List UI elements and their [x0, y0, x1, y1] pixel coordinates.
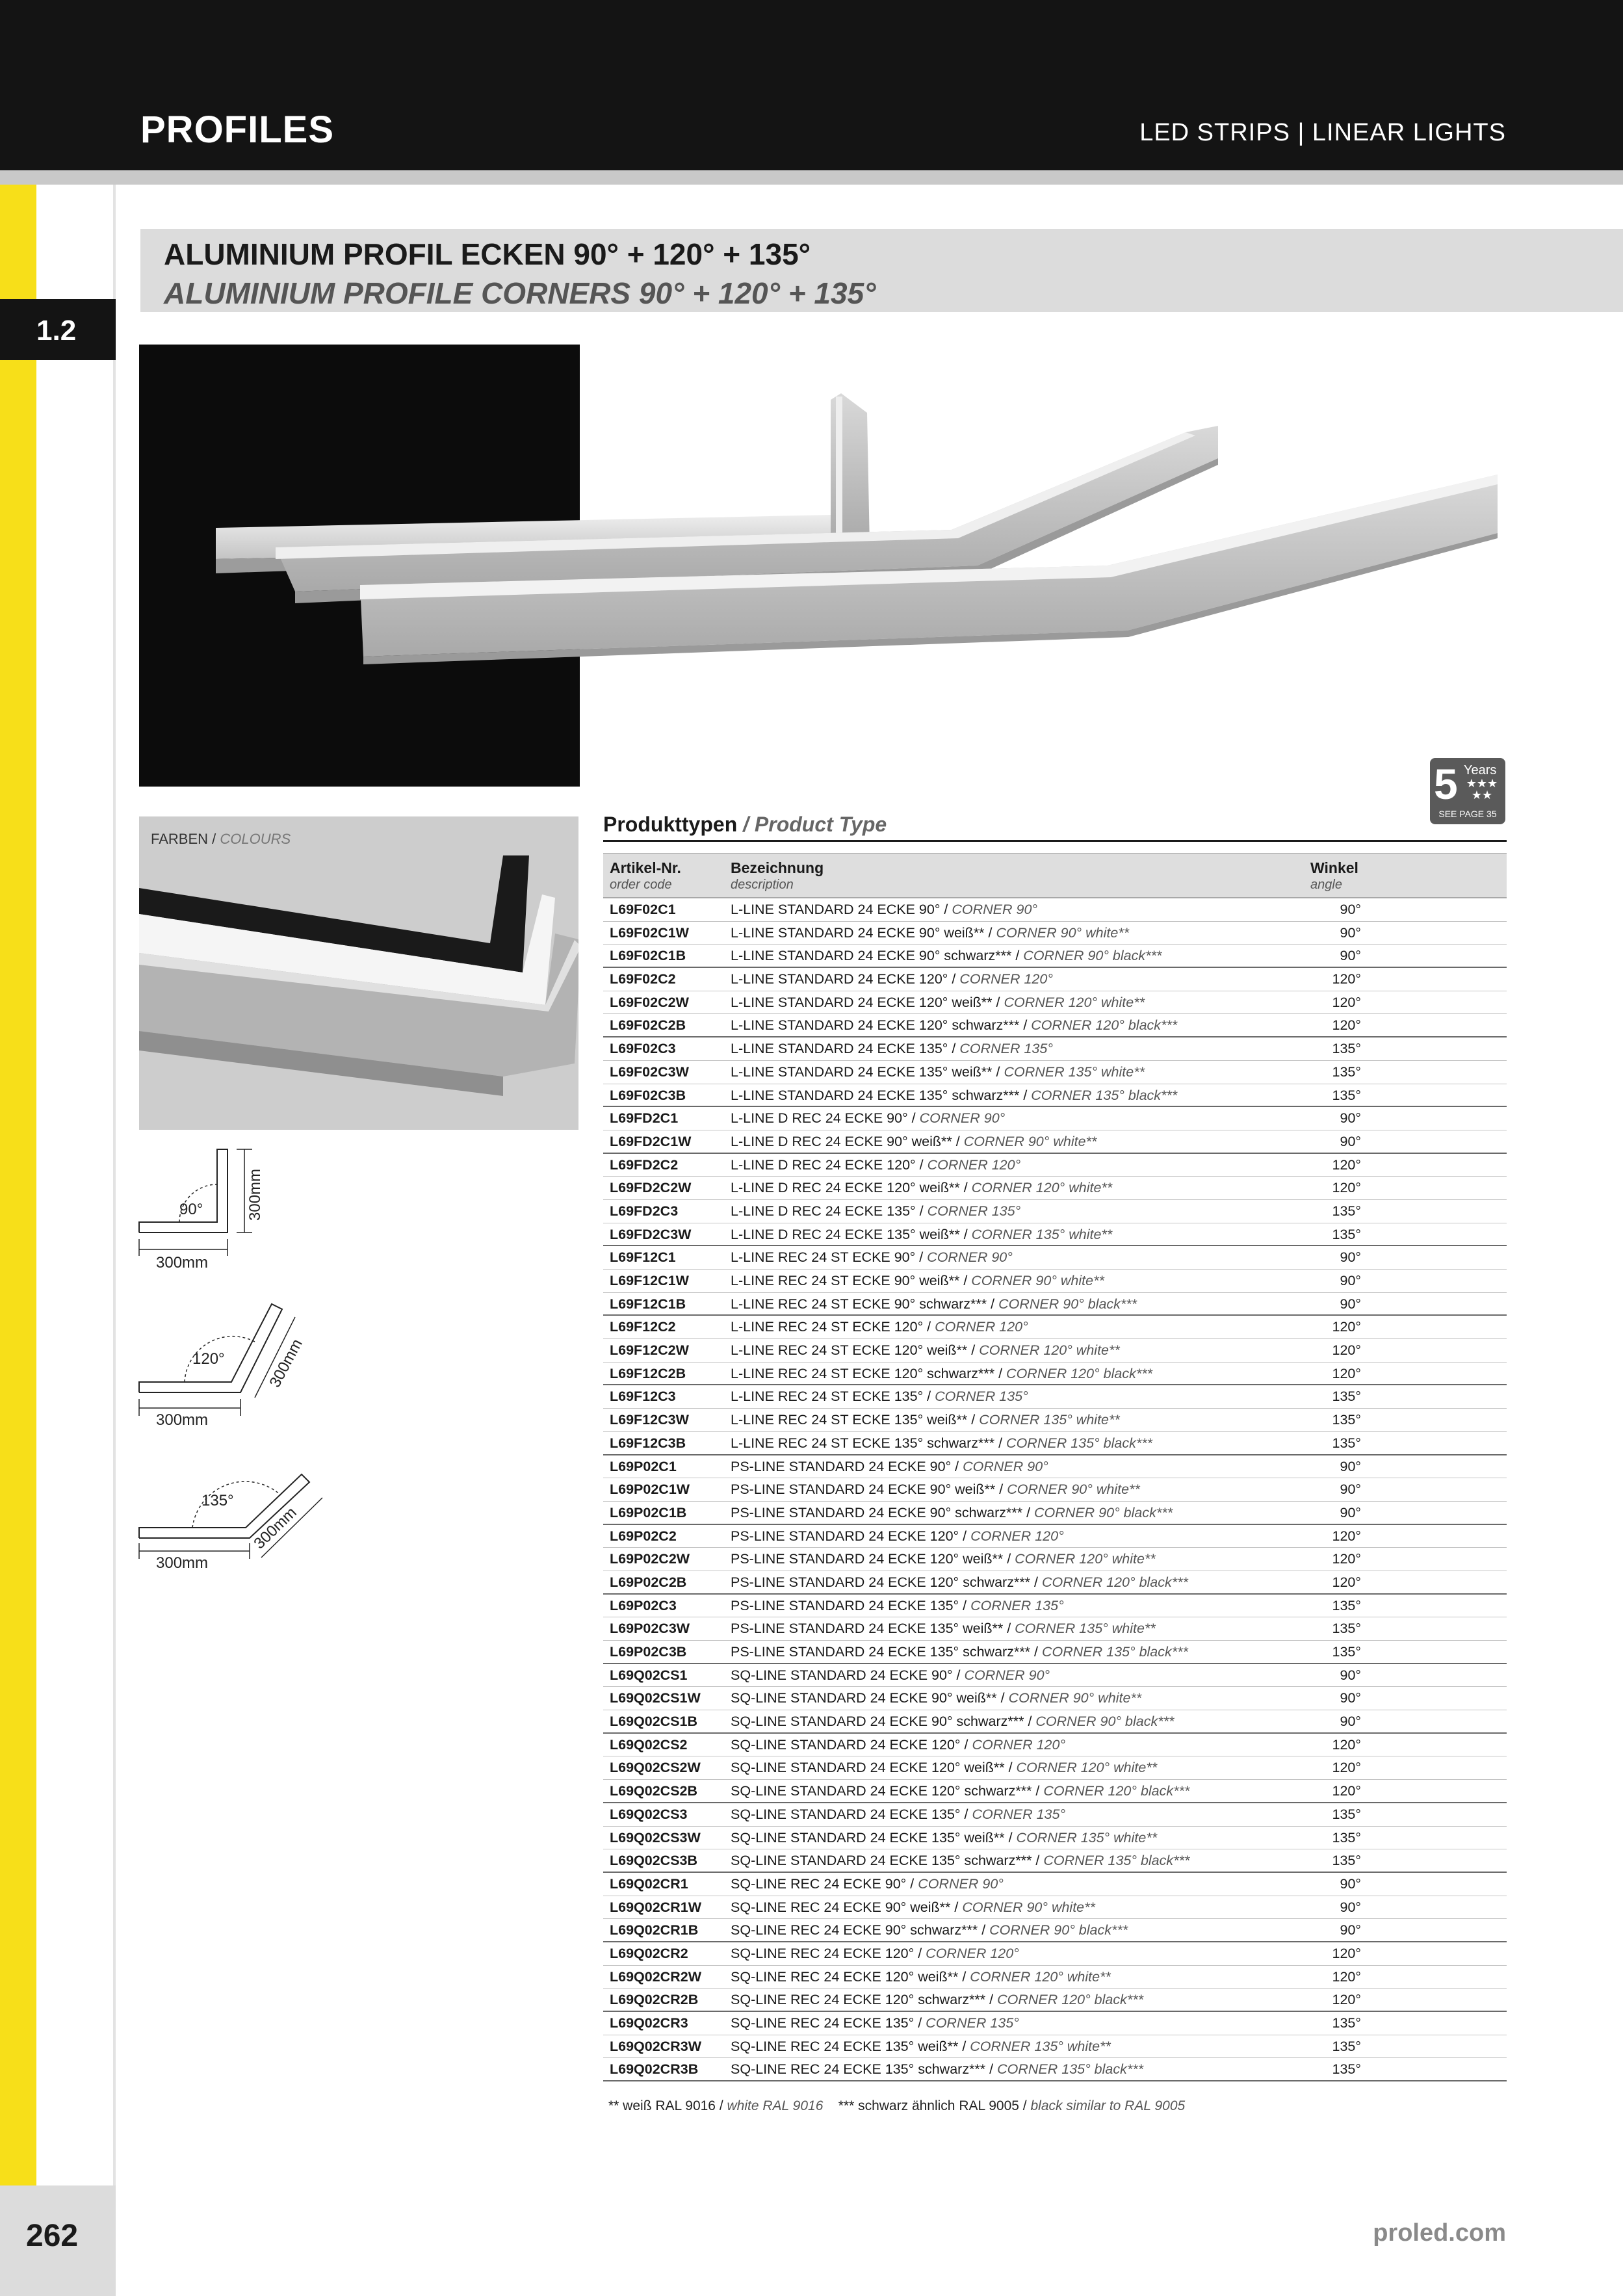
colours-photo — [139, 816, 578, 1130]
cell-order-code: L69P02C2W — [610, 1551, 690, 1567]
cell-angle: 135° — [1332, 1806, 1361, 1822]
cell-angle: 135° — [1332, 1853, 1361, 1869]
diagram-135-degree — [134, 1460, 329, 1577]
cell-order-code: L69P02C2 — [610, 1528, 677, 1544]
table-row — [603, 1363, 1507, 1386]
cell-order-code: L69Q02CS1B — [610, 1714, 698, 1730]
table-row — [603, 2035, 1507, 2059]
cell-order-code: L69FD2C2W — [610, 1180, 692, 1196]
table-row — [603, 1803, 1507, 1827]
cell-angle: 120° — [1332, 1156, 1361, 1173]
table-body — [603, 898, 1507, 2081]
cell-order-code: L69Q02CS1W — [610, 1690, 701, 1706]
table-row — [603, 1710, 1507, 1734]
cell-angle: 90° — [1340, 1133, 1361, 1149]
table-row — [603, 1548, 1507, 1571]
table-row — [603, 922, 1507, 945]
cell-angle: 90° — [1340, 1922, 1361, 1938]
cell-description: L-LINE REC 24 ST ECKE 135° schwarz*** / CORNER 135° black*** — [731, 1435, 1152, 1451]
cell-order-code: L69F12C3W — [610, 1412, 689, 1428]
cell-description: L-LINE D REC 24 ECKE 135° / CORNER 135° — [731, 1203, 1021, 1219]
cell-angle: 90° — [1340, 1273, 1361, 1288]
table-row — [603, 1130, 1507, 1154]
cell-angle: 135° — [1332, 2038, 1361, 2054]
header-angle: Winkel angle — [1310, 859, 1358, 892]
colours-label: FARBEN / COLOURS — [151, 831, 291, 847]
cell-description: L-LINE STANDARD 24 ECKE 90° weiß** / CORNER 90° white** — [731, 924, 1130, 941]
cell-order-code: L69FD2C2 — [610, 1156, 679, 1173]
table-row — [603, 1084, 1507, 1108]
cell-description: SQ-LINE REC 24 ECKE 90° weiß** / CORNER 90° white** — [731, 1899, 1095, 1915]
table-row — [603, 1525, 1507, 1548]
cell-angle: 135° — [1332, 1829, 1361, 1846]
cell-description: PS-LINE STANDARD 24 ECKE 90° weiß** / CORNER 90° white** — [731, 1481, 1140, 1498]
table-row — [603, 1571, 1507, 1595]
cell-order-code: L69F02C2 — [610, 971, 676, 987]
cell-angle: 120° — [1332, 1319, 1361, 1335]
cell-description: PS-LINE STANDARD 24 ECKE 90° schwarz*** / CORNER 90° black*** — [731, 1504, 1173, 1520]
cell-description: SQ-LINE STANDARD 24 ECKE 135° / CORNER 135° — [731, 1806, 1066, 1822]
cell-description: L-LINE STANDARD 24 ECKE 120° weiß** / CORNER 120° white** — [731, 994, 1145, 1010]
cell-order-code: L69Q02CR2W — [610, 1968, 701, 1985]
table-row — [603, 1316, 1507, 1339]
cell-description: PS-LINE STANDARD 24 ECKE 120° weiß** / CORNER 120° white** — [731, 1551, 1156, 1567]
table-row — [603, 1293, 1507, 1316]
cell-description: L-LINE REC 24 ST ECKE 90° schwarz*** / CORNER 90° black*** — [731, 1296, 1137, 1312]
cell-order-code: L69Q02CS3W — [610, 1829, 701, 1846]
cell-order-code: L69P02C3W — [610, 1621, 690, 1637]
page-header — [0, 0, 1623, 170]
cell-description: PS-LINE STANDARD 24 ECKE 120° schwarz*** / CORNER 120° black*** — [731, 1574, 1188, 1590]
cell-angle: 135° — [1332, 1063, 1361, 1080]
cell-angle: 120° — [1332, 1528, 1361, 1544]
side-accent-bar — [0, 185, 36, 2185]
header-stripe — [0, 170, 1623, 185]
table-row — [603, 1827, 1507, 1850]
table-row — [603, 1107, 1507, 1130]
cell-angle: 120° — [1332, 1180, 1361, 1196]
cell-angle: 135° — [1332, 2015, 1361, 2031]
warranty-stars-icon: ★★★ ★★ — [1466, 777, 1498, 802]
cell-order-code: L69F02C3B — [610, 1087, 686, 1103]
cell-description: L-LINE REC 24 ST ECKE 135° / CORNER 135° — [731, 1389, 1028, 1405]
section-subtitle: LED STRIPS | LINEAR LIGHTS — [1139, 119, 1506, 146]
cell-angle: 120° — [1332, 1968, 1361, 1985]
table-row — [603, 1246, 1507, 1270]
product-photo — [139, 345, 1537, 800]
diagram-90-degree — [134, 1141, 290, 1278]
product-table — [603, 853, 1507, 2081]
cell-order-code: L69Q02CR3B — [610, 2061, 699, 2078]
table-row — [603, 1664, 1507, 1688]
cell-angle: 120° — [1332, 1551, 1361, 1567]
cell-order-code: L69Q02CS3 — [610, 1806, 688, 1822]
cell-angle: 135° — [1332, 1435, 1361, 1451]
table-row — [603, 1061, 1507, 1084]
cell-description: L-LINE REC 24 ST ECKE 120° weiß** / CORNER 120° white** — [731, 1342, 1120, 1359]
cell-description: L-LINE D REC 24 ECKE 90° weiß** / CORNER 90° white** — [731, 1133, 1097, 1149]
cell-order-code: L69Q02CS2B — [610, 1783, 698, 1799]
cell-angle: 90° — [1340, 1296, 1361, 1312]
cell-angle: 90° — [1340, 1458, 1361, 1474]
cell-description: L-LINE STANDARD 24 ECKE 90° schwarz*** / CORNER 90° black*** — [731, 948, 1162, 964]
warranty-badge — [1430, 758, 1505, 824]
table-row — [603, 1896, 1507, 1920]
cell-description: PS-LINE STANDARD 24 ECKE 90° / CORNER 90° — [731, 1458, 1048, 1474]
table-row — [603, 1154, 1507, 1177]
cell-angle: 135° — [1332, 1087, 1361, 1103]
diagram-135-angle: 135° — [201, 1492, 234, 1509]
cell-angle: 90° — [1340, 1481, 1361, 1498]
cell-order-code: L69P02C2B — [610, 1574, 687, 1590]
diagram-135-leg-b: 300mm — [250, 1504, 300, 1553]
page-title: ALUMINIUM PROFIL ECKEN 90° + 120° + 135° — [164, 237, 811, 271]
cell-description: SQ-LINE REC 24 ECKE 90° / CORNER 90° — [731, 1875, 1004, 1892]
cell-angle: 120° — [1332, 1574, 1361, 1590]
cell-description: PS-LINE STANDARD 24 ECKE 135° weiß** / CORNER 135° white** — [731, 1621, 1156, 1637]
cell-order-code: L69Q02CS1 — [610, 1667, 688, 1683]
cell-description: L-LINE D REC 24 ECKE 120° weiß** / CORNER 120° white** — [731, 1180, 1113, 1196]
side-divider — [113, 185, 116, 2296]
cell-angle: 135° — [1332, 1203, 1361, 1219]
table-row — [603, 1734, 1507, 1757]
cell-angle: 90° — [1340, 1875, 1361, 1892]
cell-angle: 135° — [1332, 1621, 1361, 1637]
cell-angle: 120° — [1332, 994, 1361, 1010]
table-row — [603, 1478, 1507, 1502]
table-row — [603, 1989, 1507, 2012]
cell-angle: 90° — [1340, 1899, 1361, 1915]
table-row — [603, 1409, 1507, 1432]
cell-order-code: L69F02C1 — [610, 902, 676, 917]
table-row — [603, 1432, 1507, 1455]
cell-order-code: L69F02C3W — [610, 1063, 689, 1080]
cell-description: L-LINE REC 24 ST ECKE 90° / CORNER 90° — [731, 1249, 1013, 1266]
cell-order-code: L69P02C1 — [610, 1458, 677, 1474]
heading-rule — [603, 840, 1507, 842]
cell-order-code: L69FD2C3W — [610, 1226, 692, 1242]
cell-order-code: L69F02C3 — [610, 1041, 676, 1057]
cell-angle: 120° — [1332, 1736, 1361, 1753]
cell-order-code: L69F12C2 — [610, 1319, 676, 1335]
table-row — [603, 1177, 1507, 1200]
cell-order-code: L69F12C3B — [610, 1435, 686, 1451]
warranty-years-label: Years — [1464, 763, 1497, 777]
cell-angle: 90° — [1340, 1249, 1361, 1266]
cell-description: SQ-LINE STANDARD 24 ECKE 135° schwarz*** / CORNER 135° black*** — [731, 1853, 1190, 1869]
cell-description: SQ-LINE REC 24 ECKE 90° schwarz*** / CORNER 90° black*** — [731, 1922, 1128, 1938]
cell-order-code: L69P02C3 — [610, 1597, 677, 1613]
cell-description: L-LINE STANDARD 24 ECKE 135° schwarz*** / CORNER 135° black*** — [731, 1087, 1178, 1103]
cell-description: PS-LINE STANDARD 24 ECKE 120° / CORNER 120° — [731, 1528, 1064, 1544]
cell-angle: 120° — [1332, 1992, 1361, 2008]
cell-order-code: L69P02C1B — [610, 1504, 687, 1520]
table-row — [603, 1780, 1507, 1803]
cell-description: SQ-LINE STANDARD 24 ECKE 90° / CORNER 90° — [731, 1667, 1050, 1683]
table-row — [603, 1919, 1507, 1942]
cell-order-code: L69Q02CS2 — [610, 1736, 688, 1753]
cell-order-code: L69Q02CS2W — [610, 1760, 701, 1776]
cell-description: SQ-LINE REC 24 ECKE 120° schwarz*** / CORNER 120° black*** — [731, 1992, 1143, 2008]
table-row — [603, 1617, 1507, 1641]
section-title: PROFILES — [140, 109, 335, 151]
page-number: 262 — [26, 2219, 79, 2253]
table-row — [603, 1339, 1507, 1363]
cell-description: SQ-LINE REC 24 ECKE 120° weiß** / CORNER 120° white** — [731, 1968, 1111, 1985]
cell-description: SQ-LINE REC 24 ECKE 135° / CORNER 135° — [731, 2015, 1019, 2031]
table-row — [603, 1942, 1507, 1966]
cell-angle: 120° — [1332, 1342, 1361, 1359]
cell-order-code: L69F02C1B — [610, 948, 686, 964]
cell-angle: 120° — [1332, 1760, 1361, 1776]
cell-angle: 120° — [1332, 971, 1361, 987]
chapter-tab: 1.2 — [0, 299, 116, 360]
table-row — [603, 1200, 1507, 1223]
cell-angle: 135° — [1332, 1412, 1361, 1428]
table-row — [603, 1270, 1507, 1293]
warranty-see-page: SEE PAGE 35 — [1438, 809, 1497, 819]
cell-angle: 120° — [1332, 1365, 1361, 1381]
table-row — [603, 1687, 1507, 1710]
table-row — [603, 1641, 1507, 1664]
table-row — [603, 945, 1507, 968]
table-row — [603, 1455, 1507, 1479]
cell-angle: 90° — [1340, 1110, 1361, 1127]
table-row — [603, 991, 1507, 1015]
cell-description: L-LINE D REC 24 ECKE 90° / CORNER 90° — [731, 1110, 1006, 1127]
cell-order-code: L69F12C1 — [610, 1249, 676, 1266]
cell-description: SQ-LINE REC 24 ECKE 120° / CORNER 120° — [731, 1945, 1019, 1961]
cell-order-code: L69FD2C1 — [610, 1110, 679, 1127]
cell-description: L-LINE D REC 24 ECKE 120° / CORNER 120° — [731, 1156, 1021, 1173]
cell-order-code: L69P02C1W — [610, 1481, 690, 1498]
cell-description: SQ-LINE REC 24 ECKE 135° weiß** / CORNER 135° white** — [731, 2038, 1111, 2054]
cell-description: L-LINE STANDARD 24 ECKE 120° schwarz*** / CORNER 120° black*** — [731, 1017, 1178, 1034]
cell-order-code: L69F12C1W — [610, 1273, 689, 1288]
diagram-90-leg-b: 300mm — [246, 1168, 264, 1221]
cell-angle: 90° — [1340, 1667, 1361, 1683]
cell-angle: 90° — [1340, 902, 1361, 917]
cell-description: SQ-LINE STANDARD 24 ECKE 120° weiß** / CORNER 120° white** — [731, 1760, 1158, 1776]
cell-description: L-LINE STANDARD 24 ECKE 120° / CORNER 120° — [731, 971, 1053, 987]
table-row — [603, 1037, 1507, 1061]
table-row — [603, 1595, 1507, 1618]
cell-description: SQ-LINE STANDARD 24 ECKE 135° weiß** / CORNER 135° white** — [731, 1829, 1158, 1846]
cell-description: SQ-LINE STANDARD 24 ECKE 90° weiß** / CORNER 90° white** — [731, 1690, 1142, 1706]
cell-order-code: L69Q02CR3 — [610, 2015, 688, 2031]
cell-description: SQ-LINE REC 24 ECKE 135° schwarz*** / CORNER 135° black*** — [731, 2061, 1143, 2078]
cell-order-code: L69FD2C3 — [610, 1203, 679, 1219]
cell-description: L-LINE REC 24 ST ECKE 120° schwarz*** / CORNER 120° black*** — [731, 1365, 1152, 1381]
cell-angle: 90° — [1340, 1504, 1361, 1520]
cell-order-code: L69Q02CR2 — [610, 1945, 688, 1961]
cell-angle: 135° — [1332, 1597, 1361, 1613]
cell-angle: 120° — [1332, 1017, 1361, 1034]
cell-order-code: L69F02C2W — [610, 994, 689, 1010]
table-row — [603, 968, 1507, 991]
diagram-135-leg-a: 300mm — [156, 1554, 209, 1572]
cell-angle: 90° — [1340, 948, 1361, 964]
cell-order-code: L69P02C3B — [610, 1644, 687, 1660]
table-row — [603, 1223, 1507, 1247]
cell-order-code: L69Q02CR3W — [610, 2038, 701, 2054]
cell-order-code: L69Q02CS3B — [610, 1853, 698, 1869]
cell-description: L-LINE REC 24 ST ECKE 120° / CORNER 120° — [731, 1319, 1028, 1335]
cell-order-code: L69F02C2B — [610, 1017, 686, 1034]
cell-angle: 135° — [1332, 1226, 1361, 1242]
footnote: ** weiß RAL 9016 / white RAL 9016 *** schwarz ähnlich RAL 9005 / black similar to RAL 9005 — [608, 2098, 1186, 2113]
diagram-120-leg-b: 300mm — [266, 1336, 306, 1390]
diagram-90-leg-a: 300mm — [156, 1254, 209, 1272]
product-type-heading: Produkttypen / Product Type — [603, 813, 887, 836]
cell-order-code: L69F12C2B — [610, 1365, 686, 1381]
table-row — [603, 1873, 1507, 1896]
cell-description: L-LINE STANDARD 24 ECKE 90° / CORNER 90° — [731, 902, 1038, 917]
cell-description: L-LINE STANDARD 24 ECKE 135° weiß** / CORNER 135° white** — [731, 1063, 1145, 1080]
cell-angle: 135° — [1332, 1041, 1361, 1057]
table-row — [603, 1385, 1507, 1409]
table-row — [603, 1756, 1507, 1780]
colour-samples-image — [139, 816, 578, 1130]
table-row — [603, 1502, 1507, 1525]
cell-description: L-LINE STANDARD 24 ECKE 135° / CORNER 135° — [731, 1041, 1053, 1057]
cell-description: SQ-LINE STANDARD 24 ECKE 120° schwarz*** / CORNER 120° black*** — [731, 1783, 1190, 1799]
table-row — [603, 2058, 1507, 2081]
cell-order-code: L69F12C1B — [610, 1296, 686, 1312]
diagram-90-angle: 90° — [179, 1201, 203, 1218]
cell-description: L-LINE REC 24 ST ECKE 135° weiß** / CORNER 135° white** — [731, 1412, 1120, 1428]
cell-description: PS-LINE STANDARD 24 ECKE 135° schwarz*** / CORNER 135° black*** — [731, 1644, 1188, 1660]
cell-order-code: L69FD2C1W — [610, 1133, 692, 1149]
table-row — [603, 1014, 1507, 1037]
diagram-120-angle: 120° — [192, 1350, 225, 1368]
cell-description: PS-LINE STANDARD 24 ECKE 135° / CORNER 135° — [731, 1597, 1064, 1613]
diagram-120-degree — [134, 1291, 316, 1428]
header-order-code: Artikel-Nr. order code — [610, 859, 681, 892]
cell-order-code: L69Q02CR1W — [610, 1899, 701, 1915]
cell-description: SQ-LINE STANDARD 24 ECKE 90° schwarz*** / CORNER 90° black*** — [731, 1714, 1175, 1730]
cell-angle: 135° — [1332, 2061, 1361, 2078]
cell-order-code: L69Q02CR2B — [610, 1992, 699, 2008]
cell-angle: 120° — [1332, 1783, 1361, 1799]
cell-angle: 135° — [1332, 1644, 1361, 1660]
cell-order-code: L69Q02CR1B — [610, 1922, 699, 1938]
table-row — [603, 1849, 1507, 1873]
diagram-120-leg-a: 300mm — [156, 1411, 209, 1428]
cell-description: L-LINE REC 24 ST ECKE 90° weiß** / CORNER 90° white** — [731, 1273, 1104, 1288]
cell-order-code: L69Q02CR1 — [610, 1875, 688, 1892]
cell-description: L-LINE D REC 24 ECKE 135° weiß** / CORNER 135° white** — [731, 1226, 1113, 1242]
table-row — [603, 1966, 1507, 1989]
cell-angle: 90° — [1340, 1714, 1361, 1730]
website-link[interactable]: proled.com — [1373, 2219, 1506, 2247]
cell-angle: 90° — [1340, 924, 1361, 941]
cell-order-code: L69F12C3 — [610, 1389, 676, 1405]
cell-angle: 135° — [1332, 1389, 1361, 1405]
table-row — [603, 2012, 1507, 2035]
cell-description: SQ-LINE STANDARD 24 ECKE 120° / CORNER 120° — [731, 1736, 1066, 1753]
warranty-years-number: 5 — [1434, 760, 1458, 808]
cell-angle: 90° — [1340, 1690, 1361, 1706]
table-row — [603, 898, 1507, 922]
cell-order-code: L69F12C2W — [610, 1342, 689, 1359]
cell-order-code: L69F02C1W — [610, 924, 689, 941]
cell-angle: 120° — [1332, 1945, 1361, 1961]
header-description: Bezeichnung description — [731, 859, 824, 892]
page-title-english: ALUMINIUM PROFILE CORNERS 90° + 120° + 135° — [164, 276, 876, 310]
table-header — [603, 854, 1507, 898]
